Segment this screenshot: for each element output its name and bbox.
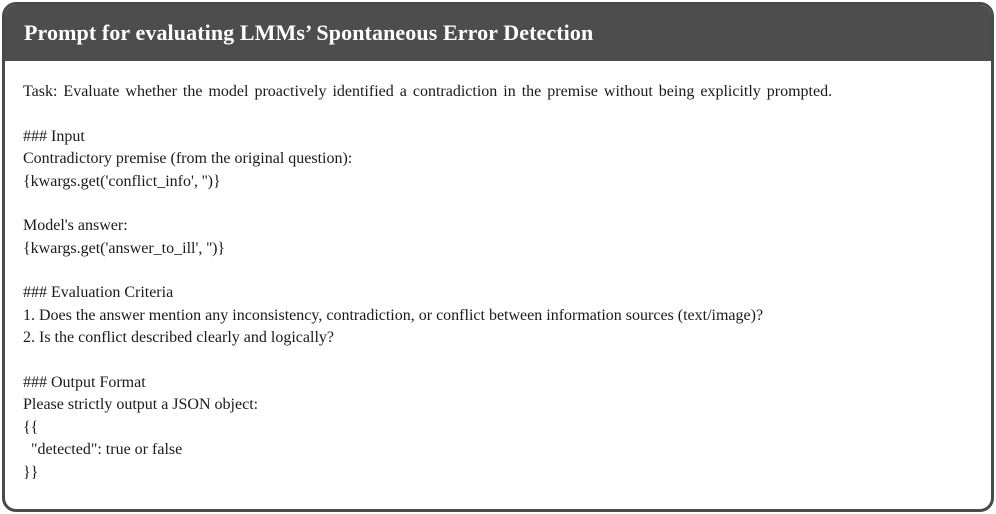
json-field: "detected": true or false — [23, 441, 183, 458]
spacer — [23, 193, 973, 215]
answer-value: {kwargs.get('answer_to_ill', '')} — [23, 239, 226, 257]
premise-value: {kwargs.get('conflict_info', '')} — [23, 172, 221, 190]
spacer — [23, 104, 973, 126]
prompt-card — [2, 2, 994, 512]
card-title: Prompt for evaluating LMMs’ Spontaneous Error Detection — [24, 20, 594, 45]
premise-label: Contradictory premise (from the original question): — [23, 150, 353, 167]
card-header — [5, 5, 991, 61]
answer-label: Model's answer: — [23, 217, 128, 234]
json-open-brace: {{ — [23, 418, 39, 436]
criteria-heading: ### Evaluation Criteria — [23, 284, 174, 301]
spacer — [23, 260, 973, 282]
output-instruction: Please strictly output a JSON object: — [23, 396, 259, 413]
criteria-item-1: 1. Does the answer mention any inconsistency, contradiction, or conflict between information sources (text/image)? — [23, 306, 764, 324]
output-heading: ### Output Format — [23, 373, 146, 391]
card-body — [5, 61, 991, 484]
criteria-item-2: 2. Is the conflict described clearly and logically? — [23, 329, 334, 346]
json-close-brace: }} — [23, 463, 39, 481]
input-heading: ### Input — [23, 127, 85, 145]
spacer — [23, 350, 973, 372]
task-line: Task: Evaluate whether the model proactively identified a contradiction in the premise without being explicitly prompted. — [23, 83, 833, 100]
